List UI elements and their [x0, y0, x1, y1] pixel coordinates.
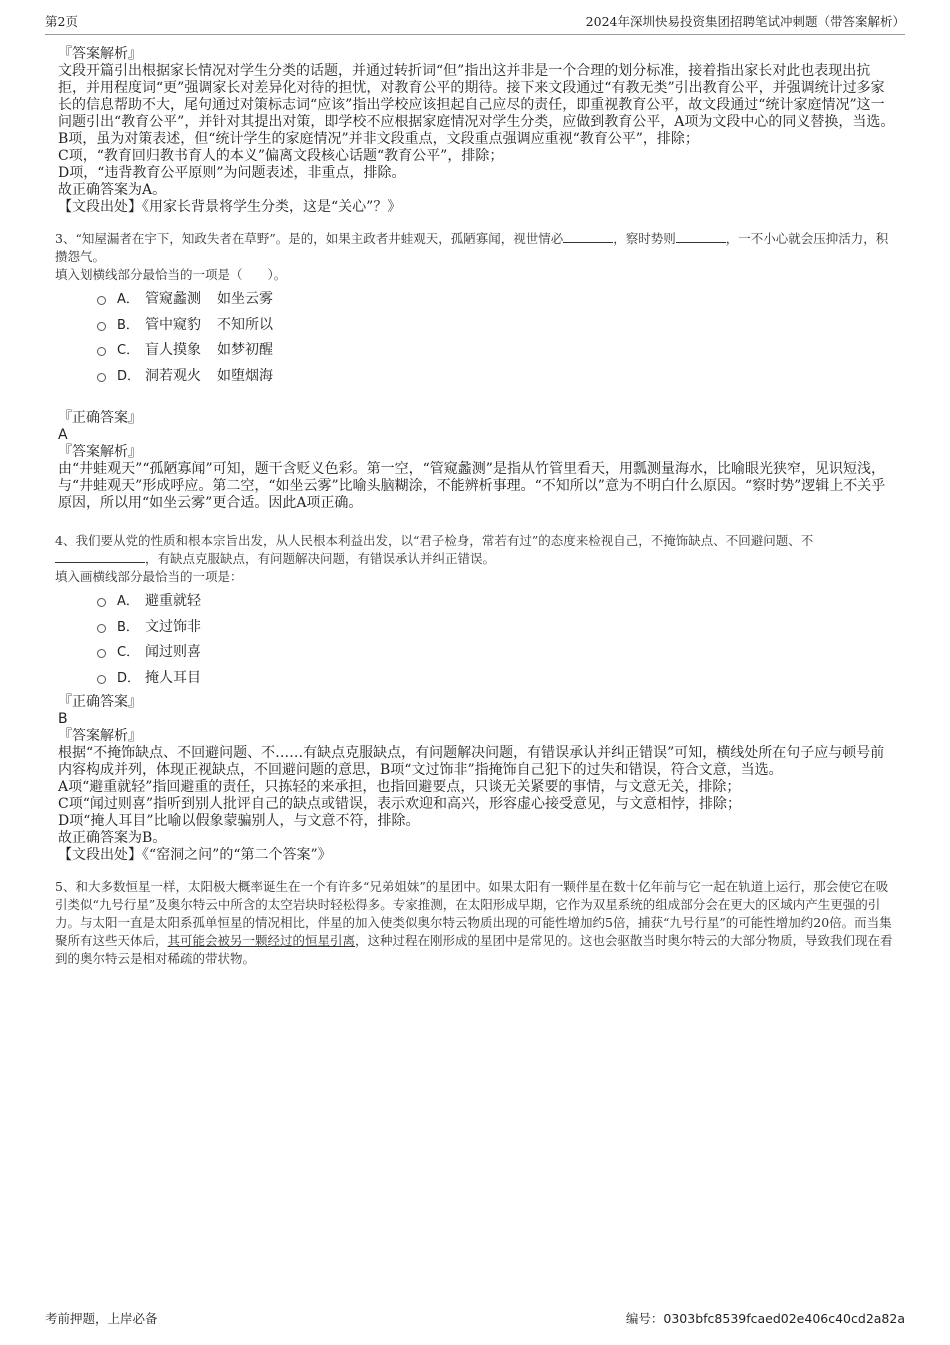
q3-option-d[interactable] [95, 367, 895, 393]
q4-options [95, 592, 895, 694]
q4-prompt: 填入画横线部分最恰当的一项是： [55, 569, 243, 584]
option-letter: C． [117, 343, 140, 358]
radio-icon[interactable] [97, 322, 106, 331]
q4-stem [55, 532, 895, 568]
option-word: 闻过则喜 [145, 644, 201, 660]
page-header [45, 14, 905, 35]
radio-icon[interactable] [97, 649, 106, 658]
q2-source: 【文段出处】《用家长背景将学生分类，这是“关心”？》 [58, 199, 402, 215]
question-5 [55, 878, 895, 968]
page-content [55, 46, 895, 968]
q4-option-a[interactable] [95, 592, 895, 618]
q5-underlined-sentence: 其可能会被另一颗经过的恒星引离 [167, 933, 356, 948]
q3-blank-2 [676, 230, 726, 243]
option-letter: D． [117, 368, 141, 384]
q3-option-b[interactable] [95, 316, 895, 342]
q4-stem-part-2: ，有缺点克服缺点，有问题解决问题，有错误承认并纠正错误。 [145, 551, 496, 566]
footer-slogan: 考前押题，上岸必备 [45, 1311, 158, 1326]
q4-answer: B [58, 711, 68, 727]
q2-analysis-option-b: B项，虽为对策表述，但“统计学生的家庭情况”并非文段重点，文段重点强调应重视“教育公平”，排除； [58, 131, 699, 147]
q3-analysis: 由“井蛙观天”“孤陋寡闻”可知，题干含贬义色彩。第一空，“管窥蠡测”是指从竹管里看天，用瓢测量海水，比喻眼光狭窄，见识短浅，与“井蛙观天”形成呼应。第二空，“如坐云雾”比喻头脑糊涂，不能辨析事理。“不知所以”意为不明白什么原因。“察时势”逻辑上不关乎原因，所以用“如坐云雾”更合适。因此A项正确。 [58, 461, 886, 511]
option-word-1: 管中窥豹 [145, 316, 201, 333]
q4-answer-label: 『正确答案』 [58, 694, 142, 710]
option-word-1: 盲人摸象 [145, 342, 201, 358]
q2-analysis-option-c: C项，“教育回归教书育人的本义”偏离文段核心话题“教育公平”，排除； [58, 148, 504, 164]
q4-analysis-paragraph: 根据“不掩饰缺点、不回避问题、不……有缺点克服缺点，有问题解决问题，有错误承认并纠正错误”可知，横线处所在句子应与顿号前内容构成并列，体现正视缺点，不回避问题的意思，B项“文过饰非”指掩饰自己犯下的过失和错误，符合文意，当选。 [58, 745, 885, 778]
q4-blank [55, 550, 145, 563]
q4-analysis-label: 『答案解析』 [58, 728, 142, 744]
radio-icon[interactable] [97, 296, 106, 305]
question-3 [55, 230, 895, 512]
radio-icon[interactable] [97, 598, 106, 607]
q3-blank-1 [563, 230, 613, 243]
q4-answer-summary: 故正确答案为B。 [58, 830, 167, 846]
page-number: 第2页 [45, 14, 78, 29]
q3-stem [55, 230, 895, 266]
option-letter: C． [117, 645, 140, 660]
q3-prompt: 填入划横线部分最恰当的一项是（ ）。 [55, 267, 287, 282]
q3-analysis-label: 『答案解析』 [58, 444, 142, 460]
q4-stem-part-1: 4、我们要从党的性质和根本宗旨出发，从人民根本利益出发，以“君子检身，常若有过”的态度来检视自己，不掩饰缺点、不回避问题、不 [55, 533, 814, 548]
question-4 [55, 532, 895, 864]
q2-analysis-label: 『答案解析』 [58, 46, 142, 62]
q2-analysis-option-d: D项，“违背教育公平原则”为问题表述，非重点，排除。 [58, 165, 406, 181]
q3-stem-part-3: ，一不小心就会压抑活力，积攒怨气。 [55, 231, 889, 264]
option-word-2: 如堕烟海 [217, 367, 273, 384]
document-title: 2024年深圳快易投资集团招聘笔试冲刺题（带答案解析） [585, 14, 905, 29]
q4-option-b[interactable] [95, 618, 895, 644]
option-word-1: 管窥蠡测 [145, 291, 201, 307]
q4-option-c[interactable] [95, 643, 895, 669]
q5-passage-part-2: ，这种过程在刚形成的星团中是常见的。这也会驱散当时奥尔特云的大部分物质，导致我们现在看到的奥尔特云是相对稀疏的带状物。 [55, 933, 893, 966]
option-letter: A． [117, 594, 139, 609]
q4-option-d[interactable] [95, 669, 895, 695]
option-word-2: 如梦初醒 [217, 342, 273, 358]
q3-option-a[interactable] [95, 290, 895, 316]
option-letter: B． [117, 317, 139, 333]
q5-passage [55, 878, 895, 968]
q2-analysis-paragraph: 文段开篇引出根据家长情况对学生分类的话题，并通过转折词“但”指出这并非是一个合理的划分标准，接着指出家长对此也表现出抗拒，并用程度词“更”强调家长对差异化对待的担忧，对教育公平的期待。接下来文段通过“有教无类”引出教育公平，并强调统计过多家长的信息帮助不大，尾句通过对策标志词“应该”指出学校应该担起自己应尽的责任，即重视教育公平，故文段通过“统计家庭情况”这一问题引出“教育公平”，并针对其提出对策，即学校不应根据家庭情况对学生分类，应做到教育公平，A项为文段中心的同义替换，当选。 [58, 63, 895, 130]
radio-icon[interactable] [97, 624, 106, 633]
option-word: 文过饰非 [145, 618, 201, 635]
option-word-2: 不知所以 [217, 316, 273, 333]
q4-analysis-option-a: A项“避重就轻”指回避重的责任，只拣轻的来承担，也指回避要点，只谈无关紧要的事情，与文意无关，排除； [58, 779, 741, 795]
option-word-2: 如坐云雾 [217, 291, 273, 307]
q5-passage-part-1: 5、和大多数恒星一样，太阳极大概率诞生在一个有许多“兄弟姐妹”的星团中。如果太阳有一颗伴星在数十亿年前与它一起在轨道上运行，那会使它在吸引类似“九号行星”及奥尔特云中所含的太空岩块时轻松得多。专家推测，在太阳形成早期，它作为双星系统的组成部分会在更大的区域内产生更强的引力。与太阳一直是太阳系孤单恒星的情况相比，伴星的加入使类似奥尔特云物质出现的可能性增加约5倍，捕获“九号行星”的可能性增加约20倍。而当集聚所有这些天体后， [55, 879, 892, 948]
option-word-1: 洞若观火 [145, 367, 201, 384]
q3-answer-label: 『正确答案』 [58, 410, 142, 426]
q2-answer-summary: 故正确答案为A。 [58, 182, 167, 198]
q3-option-c[interactable] [95, 341, 895, 367]
document-code: 编号：0303bfc8539fcaed02e406c40cd2a82a [625, 1311, 905, 1326]
q2-analysis-block [55, 46, 895, 216]
option-word: 掩人耳目 [145, 669, 201, 686]
q4-source: 【文段出处】《“窑洞之问”的“第二个答案”》 [58, 847, 332, 863]
q3-stem-part-1: 3、“知屋漏者在宇下，知政失者在草野”。是的，如果主政者井蛙观天，孤陋寡闻，视世情必 [55, 231, 564, 246]
q3-stem-part-2: ，察时势则 [613, 231, 676, 246]
option-word: 避重就轻 [145, 593, 201, 609]
q3-options [95, 290, 895, 392]
q4-analysis-option-c: C项“闻过则喜”指听到别人批评自己的缺点或错误，表示欢迎和高兴，形容虚心接受意见，与文意相悖，排除； [58, 796, 742, 812]
q4-analysis-option-d: D项“掩人耳目”比喻以假象蒙骗别人，与文意不符，排除。 [58, 813, 420, 829]
radio-icon[interactable] [97, 347, 106, 356]
option-letter: D． [117, 670, 141, 686]
q3-answer: A [58, 427, 68, 443]
option-letter: B． [117, 619, 139, 635]
radio-icon[interactable] [97, 373, 106, 382]
option-letter: A． [117, 292, 139, 307]
radio-icon[interactable] [97, 675, 106, 684]
